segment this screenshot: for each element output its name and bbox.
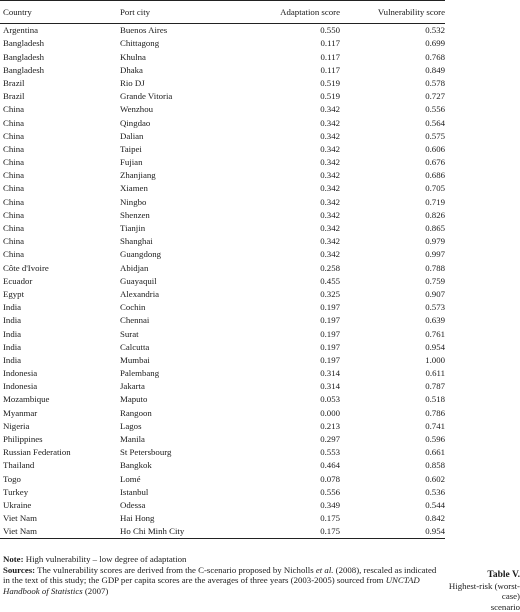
cell-vulnerability-score: 0.661 <box>425 447 445 458</box>
cell-country: Bangladesh <box>3 51 45 62</box>
table-row <box>0 486 445 499</box>
cell-port-city: Qingdao <box>120 117 151 128</box>
cell-adaptation-score: 0.342 <box>320 196 340 207</box>
cell-adaptation-score: 0.342 <box>320 143 340 154</box>
cell-port-city: Ho Chi Minh City <box>120 525 228 539</box>
cell-country: Nigeria <box>3 420 30 431</box>
table-notes <box>3 554 443 596</box>
table-row <box>0 261 445 274</box>
sources-text-3: (2007) <box>84 585 109 596</box>
table-row <box>0 37 445 50</box>
table-row <box>0 90 445 103</box>
cell-country: China <box>3 170 25 181</box>
cell-adaptation-score: 0.314 <box>320 381 340 392</box>
sources-line <box>3 565 443 597</box>
cell-port-city: Rio DJ <box>120 77 145 88</box>
cell-vulnerability-score: 0.788 <box>425 262 445 273</box>
cell-port-city: Fujian <box>120 157 143 168</box>
table-row <box>0 406 445 419</box>
header-vulnerability-score: Vulnerability score <box>340 1 445 24</box>
cell-adaptation-score: 0.550 <box>320 25 340 36</box>
table-row <box>0 288 445 301</box>
cell-country: Bangladesh <box>3 38 45 49</box>
cell-country: Bangladesh <box>3 64 45 75</box>
cell-vulnerability-score: 0.575 <box>425 130 445 141</box>
cell-country: China <box>3 223 25 233</box>
cell-vulnerability-score: 0.787 <box>425 381 445 392</box>
cell-port-city: Tianjin <box>120 223 146 233</box>
sources-etal: et al. <box>315 564 334 575</box>
cell-adaptation-score: 0.325 <box>320 288 340 299</box>
cell-country: Egypt <box>3 288 25 299</box>
cell-country: Mozambique <box>3 394 50 405</box>
cell-port-city: Rangoon <box>120 407 152 418</box>
cell-adaptation-score: 0.342 <box>320 183 340 194</box>
cell-port-city: Lomé <box>120 473 141 484</box>
cell-adaptation-score: 0.117 <box>320 64 340 75</box>
cell-vulnerability-score: 0.849 <box>425 64 445 75</box>
cell-country: China <box>3 196 25 207</box>
cell-vulnerability-score: 0.826 <box>425 209 445 220</box>
cell-adaptation-score: 0.117 <box>320 51 340 62</box>
cell-vulnerability-score: 0.979 <box>425 236 445 247</box>
cell-port-city: Zhanjiang <box>120 170 156 181</box>
cell-country: China <box>3 209 25 220</box>
cell-vulnerability-score: 0.842 <box>425 513 445 524</box>
cell-country: Brazil <box>3 77 25 88</box>
sources-text-1: The vulnerability scores are derived from the C-scenario proposed by Nicholls <box>37 564 314 575</box>
table-row <box>0 446 445 459</box>
cell-adaptation-score: 0.342 <box>320 170 340 181</box>
table-row <box>0 525 445 539</box>
table-row <box>0 354 445 367</box>
cell-adaptation-score: 0.455 <box>320 275 340 286</box>
table-number: Table V. <box>487 570 520 580</box>
cell-adaptation-score: 0.553 <box>320 447 340 458</box>
cell-vulnerability-score: 0.786 <box>425 407 445 418</box>
cell-country: Brazil <box>3 91 25 102</box>
table-row <box>0 341 445 354</box>
table-row <box>0 64 445 77</box>
table-title-line-2: scenario <box>490 601 520 612</box>
cell-country: Indonesia <box>3 368 38 379</box>
cell-port-city: Maputo <box>120 394 148 405</box>
cell-country: Myanmar <box>3 407 38 418</box>
table-row <box>0 433 445 446</box>
cell-port-city: Abidjan <box>120 262 149 273</box>
cell-country: India <box>3 341 22 352</box>
table-row <box>0 182 445 195</box>
cell-vulnerability-score: 0.907 <box>425 288 445 299</box>
header-row <box>0 1 445 24</box>
cell-vulnerability-score: 0.858 <box>425 460 445 471</box>
sources-reference: UNCTAD Handbook of Statistics <box>3 575 420 596</box>
cell-vulnerability-score: 0.564 <box>425 117 445 128</box>
cell-port-city: Buenos Aires <box>120 25 168 36</box>
cell-adaptation-score: 0.197 <box>320 354 340 365</box>
cell-port-city: Taipei <box>120 143 142 154</box>
cell-adaptation-score: 0.078 <box>320 473 340 484</box>
cell-adaptation-score: 0.117 <box>320 38 340 49</box>
cell-port-city: Mumbai <box>120 354 150 365</box>
cell-port-city: Grande Vitoria <box>120 91 173 102</box>
cell-country: India <box>3 302 22 313</box>
cell-country: India <box>3 328 22 339</box>
cell-country: India <box>3 354 22 365</box>
cell-adaptation-score: 0.053 <box>320 394 340 405</box>
cell-port-city: Calcutta <box>120 341 150 352</box>
cell-adaptation-score: 0.258 <box>320 262 340 273</box>
cell-vulnerability-score: 0.727 <box>425 91 445 102</box>
table-row <box>0 209 445 222</box>
cell-port-city: Odessa <box>120 499 146 510</box>
cell-vulnerability-score: 0.719 <box>425 196 445 207</box>
table-row <box>0 275 445 288</box>
cell-vulnerability-score: 0.573 <box>425 302 445 313</box>
table-row <box>0 512 445 525</box>
cell-vulnerability-score: 0.639 <box>425 315 445 326</box>
cell-adaptation-score: 0.197 <box>320 328 340 339</box>
cell-vulnerability-score: 0.997 <box>425 249 445 260</box>
cell-vulnerability-score: 0.954 <box>340 525 445 539</box>
cell-adaptation-score: 0.314 <box>320 368 340 379</box>
note-line <box>3 554 443 565</box>
cell-vulnerability-score: 0.556 <box>425 104 445 115</box>
cell-vulnerability-score: 0.954 <box>425 341 445 352</box>
table-row <box>0 116 445 129</box>
cell-port-city: Istanbul <box>120 486 149 497</box>
cell-adaptation-score: 0.342 <box>320 209 340 220</box>
cell-vulnerability-score: 1.000 <box>425 354 445 365</box>
cell-adaptation-score: 0.000 <box>320 407 340 418</box>
cell-country: India <box>3 315 22 326</box>
cell-adaptation-score: 0.342 <box>320 104 340 115</box>
cell-port-city: Jakarta <box>120 381 145 392</box>
cell-port-city: Shenzen <box>120 209 150 220</box>
cell-adaptation-score: 0.556 <box>320 486 340 497</box>
cell-port-city: Lagos <box>120 420 142 431</box>
cell-port-city: Ningbo <box>120 196 147 207</box>
table-row <box>0 77 445 90</box>
table-row <box>0 314 445 327</box>
cell-country: China <box>3 104 25 115</box>
table-row <box>0 103 445 116</box>
cell-adaptation-score: 0.297 <box>320 434 340 444</box>
cell-country: Russian Federation <box>3 447 71 458</box>
cell-port-city: Manila <box>120 434 145 444</box>
cell-port-city: Hai Hong <box>120 513 155 524</box>
cell-port-city: Surat <box>120 328 139 339</box>
table-row <box>0 472 445 485</box>
table-row <box>0 169 445 182</box>
table-title-line-1: Highest-risk (worst-case) <box>448 580 520 602</box>
table-row <box>0 130 445 143</box>
table-row <box>0 156 445 169</box>
cell-port-city: Chennai <box>120 315 150 326</box>
cell-adaptation-score: 0.197 <box>320 302 340 313</box>
cell-vulnerability-score: 0.768 <box>425 51 445 62</box>
cell-country: China <box>3 157 25 168</box>
cell-port-city: Guangdong <box>120 249 162 260</box>
cell-port-city: Bangkok <box>120 460 152 471</box>
cell-country: China <box>3 183 25 194</box>
cell-vulnerability-score: 0.759 <box>425 275 445 286</box>
cell-adaptation-score: 0.349 <box>320 499 340 510</box>
table-row <box>0 222 445 235</box>
cell-port-city: Palembang <box>120 368 160 379</box>
table-row <box>0 195 445 208</box>
table-body <box>0 24 445 539</box>
cell-country: China <box>3 143 25 154</box>
cell-country: Turkey <box>3 486 29 497</box>
sources-text-2: (2008), rescaled as indicated in the text of this study; the GDP per capita scores are the averages of three years (2003-2005) sourced from <box>3 564 437 586</box>
cell-port-city: St Petersbourg <box>120 447 172 458</box>
table-row <box>0 327 445 340</box>
cell-port-city: Guayaquil <box>120 275 157 286</box>
header-country: Country <box>0 1 120 24</box>
cell-port-city: Alexandria <box>120 288 160 299</box>
cell-adaptation-score: 0.342 <box>320 130 340 141</box>
cell-adaptation-score: 0.213 <box>320 420 340 431</box>
cell-country: Indonesia <box>3 381 38 392</box>
table-row <box>0 50 445 63</box>
cell-country: Ecuador <box>3 275 33 286</box>
cell-vulnerability-score: 0.602 <box>425 473 445 484</box>
table-row <box>0 235 445 248</box>
cell-country: Togo <box>3 473 21 484</box>
cell-port-city: Chittagong <box>120 38 160 49</box>
table-row <box>0 459 445 472</box>
cell-country: Argentina <box>3 25 39 36</box>
cell-vulnerability-score: 0.518 <box>425 394 445 405</box>
cell-vulnerability-score: 0.544 <box>425 499 445 510</box>
cell-port-city: Dhaka <box>120 64 143 75</box>
cell-vulnerability-score: 0.686 <box>425 170 445 181</box>
cell-port-city: Cochin <box>120 302 146 313</box>
cell-adaptation-score: 0.197 <box>320 315 340 326</box>
cell-port-city: Wenzhou <box>120 104 154 115</box>
cell-country: China <box>3 236 25 247</box>
note-text: High vulnerability – low degree of adaptation <box>25 554 187 564</box>
cell-adaptation-score: 0.342 <box>320 236 340 247</box>
cell-country: China <box>3 130 25 141</box>
cell-vulnerability-score: 0.741 <box>425 420 445 431</box>
cell-country: Viet Nam <box>3 513 37 524</box>
note-label: Note: <box>3 554 24 564</box>
cell-adaptation-score: 0.175 <box>320 513 340 524</box>
cell-vulnerability-score: 0.865 <box>425 223 445 233</box>
table-row <box>0 380 445 393</box>
cell-vulnerability-score: 0.536 <box>425 486 445 497</box>
cell-country: Viet Nam <box>0 525 120 539</box>
table-row <box>0 367 445 380</box>
table-row <box>0 143 445 156</box>
cell-adaptation-score: 0.519 <box>320 91 340 102</box>
cell-vulnerability-score: 0.532 <box>425 25 445 36</box>
table-row <box>0 499 445 512</box>
cell-country: Côte d'Ivoire <box>3 262 49 273</box>
table-row <box>0 420 445 433</box>
cell-port-city: Dalian <box>120 130 144 141</box>
cell-adaptation-score: 0.519 <box>320 77 340 88</box>
header-port-city: Port city <box>120 1 228 24</box>
cell-adaptation-score: 0.464 <box>320 460 340 471</box>
table-row <box>0 248 445 261</box>
cell-adaptation-score: 0.342 <box>320 157 340 168</box>
cell-vulnerability-score: 0.578 <box>425 77 445 88</box>
cell-country: China <box>3 249 25 260</box>
sources-label: Sources: <box>3 564 36 575</box>
table-row <box>0 24 445 38</box>
cell-adaptation-score: 0.342 <box>320 223 340 233</box>
cell-vulnerability-score: 0.606 <box>425 143 445 154</box>
cell-country: Ukraine <box>3 499 32 510</box>
cell-vulnerability-score: 0.761 <box>425 328 445 339</box>
cell-adaptation-score: 0.197 <box>320 341 340 352</box>
cell-adaptation-score: 0.175 <box>228 525 340 539</box>
header-adaptation-score: Adaptation score <box>228 1 340 24</box>
cell-adaptation-score: 0.342 <box>320 249 340 260</box>
cell-country: China <box>3 117 25 128</box>
table-row <box>0 393 445 406</box>
table-row <box>0 301 445 314</box>
cell-adaptation-score: 0.342 <box>320 117 340 128</box>
cell-vulnerability-score: 0.705 <box>425 183 445 194</box>
cell-port-city: Khulna <box>120 51 146 62</box>
table-caption <box>444 570 520 612</box>
cell-vulnerability-score: 0.699 <box>425 38 445 49</box>
cell-vulnerability-score: 0.611 <box>425 368 445 379</box>
cell-vulnerability-score: 0.596 <box>425 434 445 444</box>
cell-country: Thailand <box>3 460 35 471</box>
cell-port-city: Shanghai <box>120 236 153 247</box>
cell-country: Philippines <box>3 434 43 444</box>
cell-port-city: Xiamen <box>120 183 148 194</box>
cell-vulnerability-score: 0.676 <box>425 157 445 168</box>
